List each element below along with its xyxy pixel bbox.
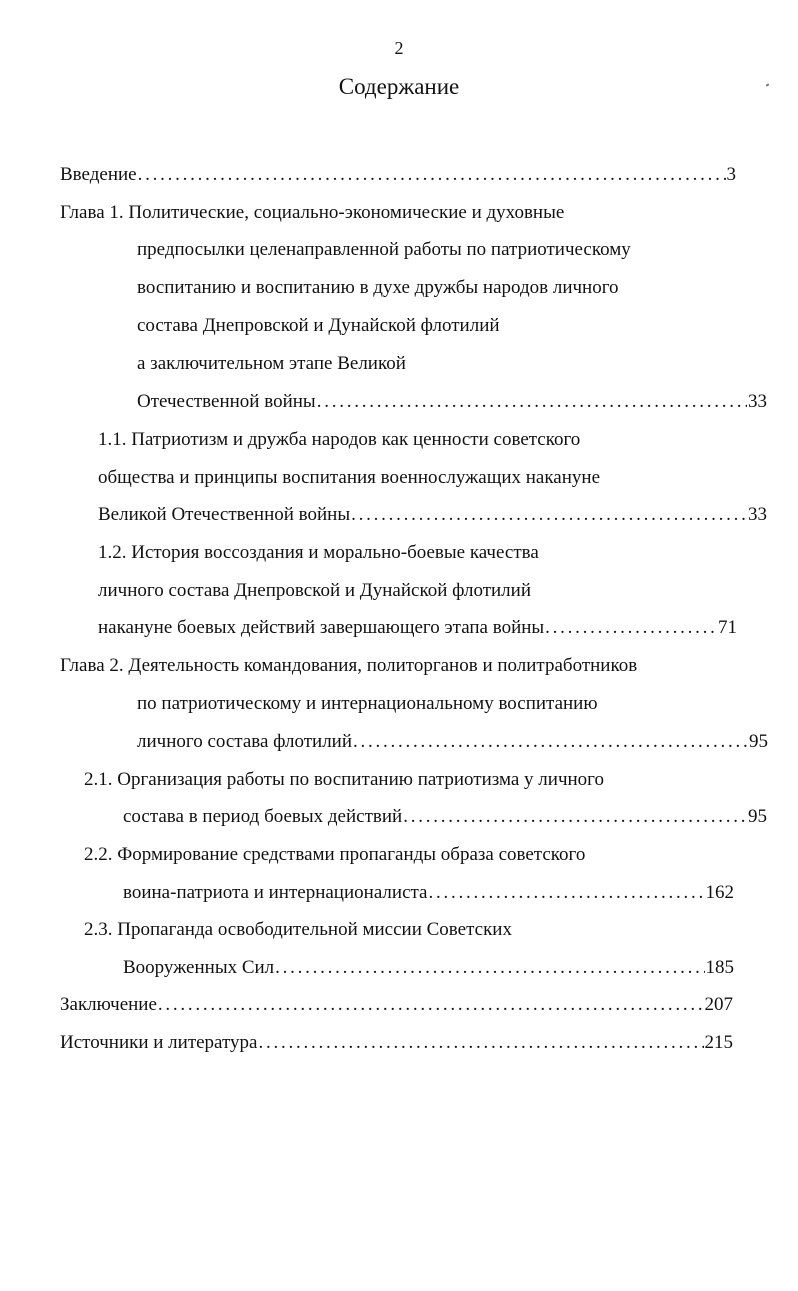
toc-entry-text-line: предпосылки целенаправленной работы по патриотическому [137,239,631,260]
toc-leader-dots [275,956,704,980]
toc-entry-text-line: состава Днепровской и Дунайской флотилий [137,315,500,336]
toc-entry-last-line [98,616,737,640]
toc-entry-conclusion[interactable] [60,993,733,1017]
toc-entry-sources[interactable] [60,1031,733,1055]
toc-entry-title: воина-патриота и интернационалиста [123,882,428,903]
toc-page-number: 33 [748,504,767,525]
toc-leader-dots [545,616,717,640]
toc-entry-text-line: Глава 2. Деятельность командования, политорганов и политработников [60,655,638,676]
toc-leader-dots [351,503,747,527]
toc-entry-title: личного состава флотилий [137,731,353,752]
toc-entry-text-line: 2.2. Формирование средствами пропаганды образа советского [84,844,586,865]
toc-entry-text-line: личного состава Днепровской и Дунайской флотилий [98,580,531,601]
toc-entry-text-line: по патриотическому и интернациональному воспитанию [137,693,598,714]
toc-leader-dots [259,1031,704,1055]
toc-entry-introduction[interactable] [60,163,736,187]
toc-entry-last-line [137,390,767,414]
page-title: Содержание [338,74,460,99]
toc-page-number: 162 [705,882,734,903]
toc-page-number: 207 [704,994,733,1015]
toc-page-number: 33 [748,391,767,412]
toc-entry-title: Источники и литература [60,1032,258,1053]
toc-entry-last-line [123,881,734,905]
toc-entry-text-line: 1.1. Патриотизм и дружба народов как ценности советского [98,429,581,450]
toc-entry-text-line: Глава 1. Политические, социально-экономические и духовные [60,202,565,223]
toc-leader-dots [428,881,704,905]
toc-entry-text-line: а заключительном этапе Великой [137,353,406,374]
toc-page-number: 3 [726,164,736,185]
toc-entry-last-line [98,503,767,527]
toc-entry-last-line [137,730,768,754]
toc-entry-text-line: общества и принципы воспитания военнослужащих накануне [98,467,600,488]
toc-entry-title: Отечественной войны [137,391,316,412]
page-number: 2 [394,38,404,58]
toc-entry-last-line [123,805,767,829]
toc-page-number: 71 [718,617,737,638]
toc-entry-title: накануне боевых действий завершающего этапа войны [98,617,545,638]
toc-entry-last-line [123,956,734,980]
toc-leader-dots [158,993,704,1017]
toc-leader-dots [138,163,726,187]
toc-page-number: 185 [705,957,734,978]
toc-entry-title: Вооруженных Сил [123,957,275,978]
toc-leader-dots [353,730,748,754]
toc-entry-text-line: 2.1. Организация работы по воспитанию патриотизма у личного [84,769,605,790]
toc-entry-text-line: 2.3. Пропаганда освободительной миссии Советских [84,919,512,940]
toc-leader-dots [317,390,747,414]
toc-leader-dots [403,805,747,829]
toc-page-number: 215 [704,1032,733,1053]
toc-entry-text-line: воспитанию и воспитанию в духе дружбы народов личного [137,277,619,298]
toc-entry-title: Великой Отечественной войны [98,504,351,525]
toc-entry-title: состава в период боевых действий [123,806,403,827]
toc-page-number: 95 [748,806,767,827]
toc-entry-title: Введение [60,164,137,185]
toc-page-number: 95 [749,731,768,752]
toc-entry-text-line: 1.2. История воссоздания и морально-боевые качества [98,542,539,563]
toc-entry-title: Заключение [60,994,157,1015]
